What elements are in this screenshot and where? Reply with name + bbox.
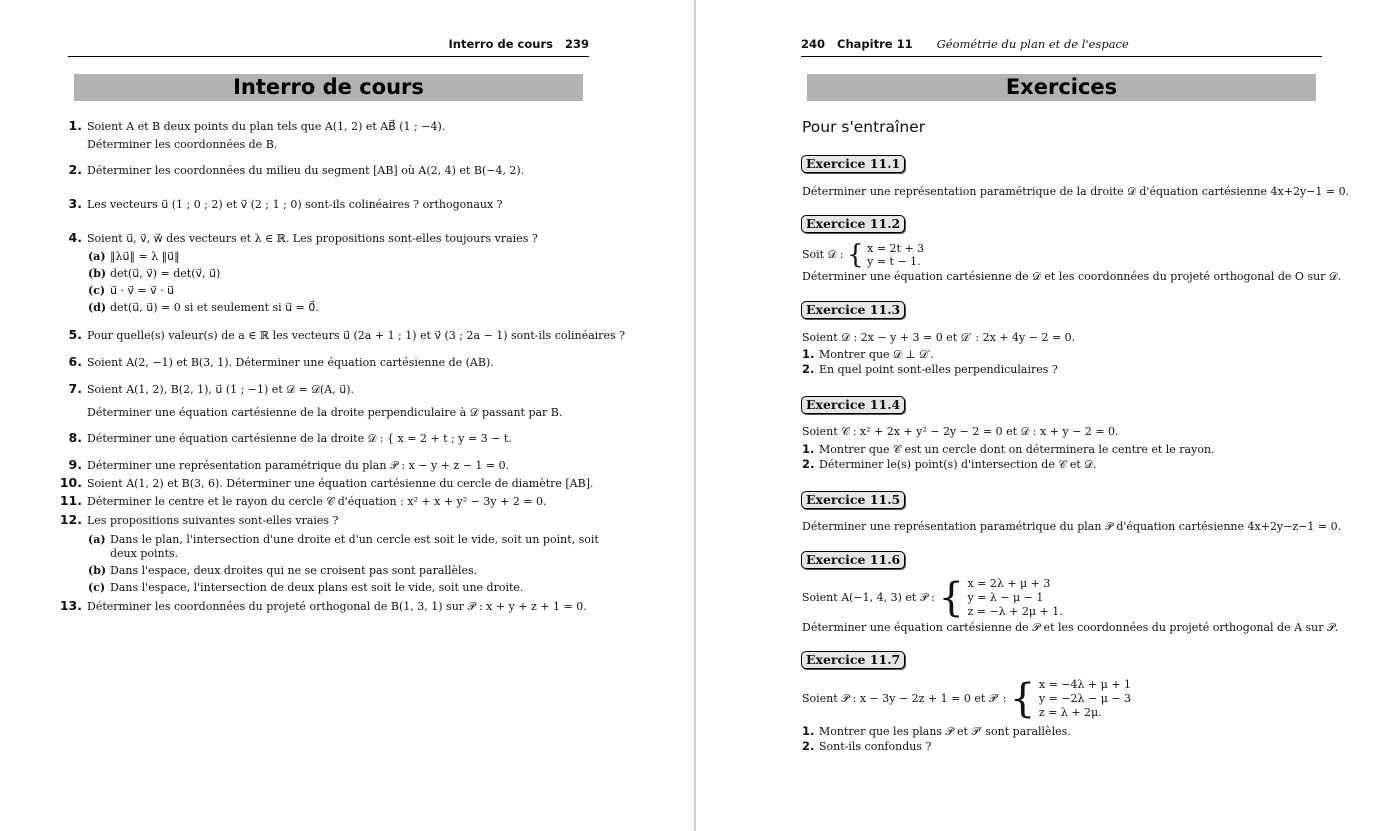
question-12: 12. Les propositions suivantes sont-elles vraies ? [59,512,339,527]
exercise-text: Déterminer une équation cartésienne de 𝒟 et les coordonnées du projeté orthogonal de O sur 𝒟. [802,270,1342,283]
right-page-header [801,37,1322,57]
exercise-label: Exercice 11.1 [801,155,905,173]
exercise-item: 2. En quel point sont-elles perpendiculaires ? [802,362,1058,376]
exercise-label: Exercice 11.5 [801,491,905,509]
question-8: 8. Déterminer une équation cartésienne de la droite 𝒟 : { x = 2 + t ; y = 3 − t. [68,430,512,445]
exercise-item: 2. Déterminer le(s) point(s) d'intersection de 𝒞 et 𝒟. [802,457,1097,471]
question-7: 7. Soient A(1, 2), B(2, 1), u⃗ (1 ; −1) et 𝒟 = 𝒟(A, u⃗). Déterminer une équation cartésienne de la droite perpendiculaire à 𝒟 passant par B. [68,381,563,419]
header-title: Interro de cours [448,37,553,51]
question-9: 9. Déterminer une représentation paramétrique du plan 𝒫 : x − y + z − 1 = 0. [68,457,510,472]
q12-item-b: (b) Dans l'espace, deux droites qui ne se croisent pas sont parallèles. [88,564,478,577]
question-4: 4. Soient u⃗, v⃗, w⃗ des vecteurs et λ ∈ ℝ. Les propositions sont-elles toujours vraies ? [68,230,538,245]
section-banner: Exercices [807,74,1316,101]
exercise-text: Déterminer une représentation paramétrique de la droite 𝒟 d'équation cartésienne 4x+2y−1 = 0. [802,185,1350,198]
exercise-system: Soient 𝒫 : x − 3y − 2z + 1 = 0 et 𝒫′ : { x = −4λ + μ + 1 y = −2λ − μ − 3 z = λ + 2μ. [802,676,1132,722]
exercise-item: 1. Montrer que 𝒞 est un cercle dont on déterminera le centre et le rayon. [802,442,1215,456]
subsection-title: Pour s'entraîner [802,118,926,136]
question-11: 11. Déterminer le centre et le rayon du cercle 𝒞 d'équation : x² + x + y² − 3y + 2 = 0. [59,493,547,508]
question-13: 13. Déterminer les coordonnées du projeté orthogonal de B(1, 3, 1) sur 𝒫 : x + y + z + 1 = 0. [59,598,587,613]
page-number: 239 [564,37,589,51]
exercise-label: Exercice 11.6 [801,551,905,569]
question-6: 6. Soient A(2, −1) et B(3, 1). Déterminer une équation cartésienne de (AB). [68,354,494,369]
exercise-text: Déterminer une représentation paramétrique du plan 𝒫 d'équation cartésienne 4x+2y−z−1 = 0. [802,520,1342,533]
q4-item-c: (c) u⃗ · v⃗ = v⃗ · u⃗ [88,284,175,297]
exercise-label: Exercice 11.3 [801,301,905,319]
exercise-text: Déterminer une équation cartésienne de 𝒫 et les coordonnées du projeté orthogonal de A sur 𝒫. [802,621,1339,634]
q12-item-a: (a) Dans le plan, l'intersection d'une droite et d'un cercle est soit le vide, soit un point, soit deux points. [88,533,599,560]
question-1: 1. Soient A et B deux points du plan tels que A(1, 2) et AB⃗ (1 ; −4). Déterminer les coordonnées de B. [68,118,446,151]
page-number: 240 [801,37,826,51]
exercise-system: Soient A(−1, 4, 3) et 𝒫 : { x = 2λ + μ + 3 y = λ − μ − 1 z = −λ + 2μ + 1. [802,575,1063,621]
q12-item-c: (c) Dans l'espace, l'intersection de deux plans est soit le vide, soit une droite. [88,581,524,594]
exercise-system: Soit 𝒟 : { x = 2t + 3 y = t − 1. [802,240,925,270]
left-page-header [68,37,589,57]
section-banner: Interro de cours [74,74,583,101]
exercise-text: Soient 𝒟 : 2x − y + 3 = 0 et 𝒟′ : 2x + 4y − 2 = 0. [802,331,1076,344]
question-2: 2. Déterminer les coordonnées du milieu du segment [AB] où A(2, 4) et B(−4, 2). [68,162,525,177]
q4-item-a: (a) ‖λu⃗‖ = λ ‖u⃗‖ [88,250,180,263]
question-10: 10. Soient A(1, 2) et B(3, 6). Déterminer une équation cartésienne du cercle de diamètre [AB]. [59,475,594,490]
exercise-label: Exercice 11.4 [801,396,905,414]
q4-item-d: (d) det(u⃗, u⃗) = 0 si et seulement si u⃗ = 0⃗. [88,301,319,314]
exercise-item: 2. Sont-ils confondus ? [802,739,932,753]
question-3: 3. Les vecteurs u⃗ (1 ; 0 ; 2) et v⃗ (2 ; 1 ; 0) sont-ils colinéaires ? orthogonaux ? [68,196,503,211]
exercise-item: 1. Montrer que les plans 𝒫 et 𝒫′ sont parallèles. [802,724,1071,738]
chapter-label: Chapitre 11 [837,37,913,51]
exercise-item: 1. Montrer que 𝒟 ⊥ 𝒟′. [802,347,934,361]
exercise-text: Soient 𝒞 : x² + 2x + y² − 2y − 2 = 0 et 𝒟 : x + y − 2 = 0. [802,425,1119,438]
question-5: 5. Pour quelle(s) valeur(s) de a ∈ ℝ les vecteurs u⃗ (2a + 1 ; 1) et v⃗ (3 ; 2a − 1) sont-ils colinéaires ? [68,327,625,342]
exercise-label: Exercice 11.2 [801,215,905,233]
q4-item-b: (b) det(u⃗, v⃗) = det(v⃗, u⃗) [88,267,221,280]
exercise-label: Exercice 11.7 [801,651,905,669]
chapter-title: Géométrie du plan et de l'espace [936,37,1129,51]
